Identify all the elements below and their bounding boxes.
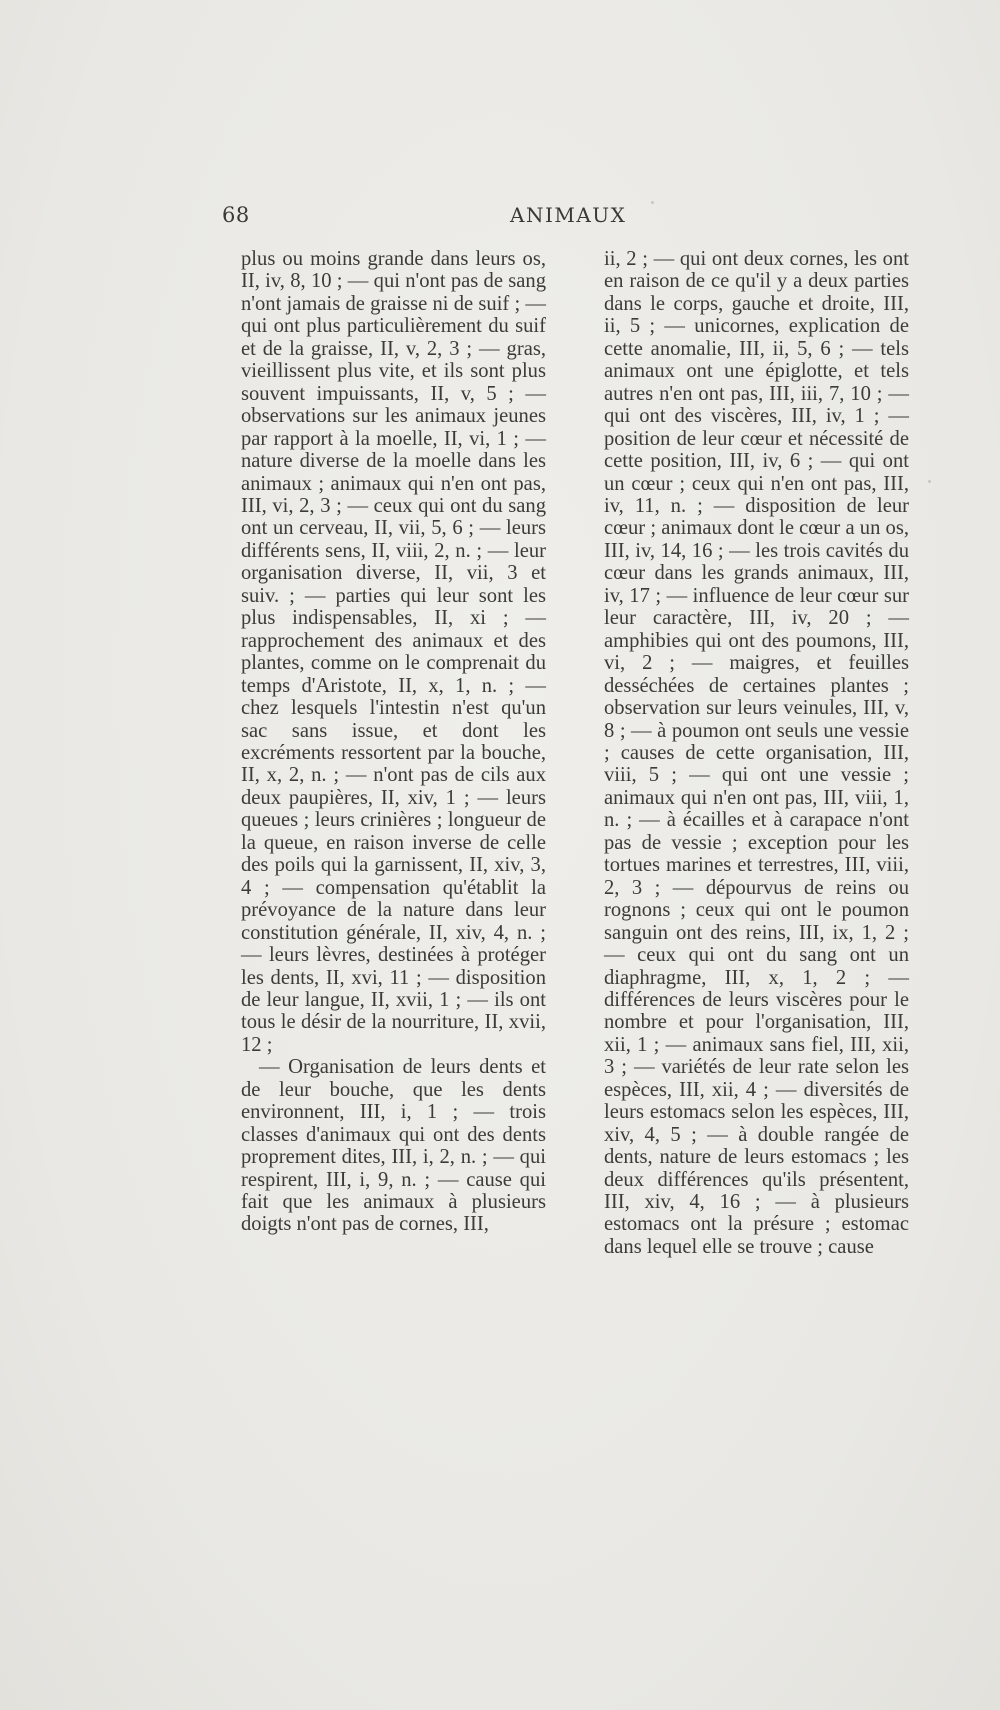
right-column [604, 248, 909, 1258]
right-paragraph-1: ii, 2 ; — qui ont deux cornes, les ont en raison de ce qu'il y a deux parties dans le corps, gauche et droite, III, ii, 5 ; — unicornes, explication de cette anomalie, III, ii, 5, 6 ; — tels animaux ont une épiglotte, et tels autres n'en ont pas, III, iii, 7, 10 ; — qui ont des viscères, III, iv, 1 ; — position de leur cœur et nécessité de cette position, III, iv, 6 ; — qui ont un cœur ; ceux qui n'en ont pas, III, iv, 11, n. ; — disposition de leur cœur ; animaux dont le cœur a un os, III, iv, 14, 16 ; — les trois cavités du cœur dans les grands animaux, III, iv, 17 ; — influence de leur cœur sur leur caractère, III, iv, 20 ; — amphibies qui ont des poumons, III, vi, 2 ; — maigres, et feuilles desséchées de certaines plantes ; observation sur leurs veinules, III, v, 8 ; — à poumon ont seuls une vessie ; causes de cette organisation, III, viii, 5 ; — qui ont une vessie ; animaux qui n'en ont pas, III, viii, 1, n. ; — à écailles et à carapace n'ont pas de vessie ; exception pour les tortues marines et terrestres, III, viii, 2, 3 ; — dépourvus de reins ou rognons ; ceux qui ont le poumon sanguin ont des reins, III, ix, 1, 2 ; — ceux qui ont du sang ont un diaphragme, III, x, 1, 2 ; — différences de leurs viscères pour le nombre et pour l'organisation, III, xii, 1 ; — animaux sans fiel, III, xii, 3 ; — variétés de leur rate selon les espèces, III, xii, 4 ; — diversités de leurs estomacs selon les espèces, III, xiv, 4, 5 ; — à double rangée de dents, nature de leurs estomacs ; les deux différences qu'ils présentent, III, xiv, 4, 16 ; — à plusieurs estomacs ont la présure ; estomac dans lequel elle se trouve ; cause [604, 248, 909, 1258]
left-paragraph-2: — Organisation de leurs dents et de leur bouche, que les dents environnent, III, i, 1 ; — trois classes d'animaux qui ont des dents proprement dites, III, i, 2, n. ; — qui respirent, III, i, 9, n. ; — cause qui fait que les animaux à plusieurs doigts n'ont pas de cornes, III, [241, 1056, 546, 1236]
paper-speck [928, 480, 931, 483]
left-column [241, 248, 546, 1236]
running-head: ANIMAUX [510, 203, 627, 227]
left-paragraph-1: plus ou moins grande dans leurs os, II, iv, 8, 10 ; — qui n'ont pas de sang n'ont jamais de graisse ni de suif ; — qui ont plus particulièrement du suif et de la graisse, II, v, 2, 3 ; — gras, vieillissent plus vite, et ils sont plus souvent impuissants, II, v, 5 ; — observations sur les animaux jeunes par rapport à la moelle, II, vi, 1 ; — nature diverse de la moelle dans les animaux ; animaux qui n'en ont pas, III, vi, 2, 3 ; — ceux qui ont du sang ont un cerveau, II, vii, 5, 6 ; — leurs différents sens, II, viii, 2, n. ; — leur organisation diverse, II, vii, 3 et suiv. ; — parties qui leur sont les plus indispensables, II, xi ; — rapprochement des animaux et des plantes, comme on le comprenait du temps d'Aristote, II, x, 1, n. ; — chez lesquels l'intestin n'est qu'un sac sans issue, et dont les excréments ressortent par la bouche, II, x, 2, n. ; — n'ont pas de cils aux deux paupières, II, xiv, 1 ; — leurs queues ; leurs crinières ; longueur de la queue, en raison inverse de celle des poils qui la garnissent, II, xiv, 3, 4 ; — compensation qu'établit la prévoyance de la nature dans leur constitution générale, II, xiv, 4, n. ; — leurs lèvres, destinées à protéger les dents, II, xvi, 11 ; — disposition de leur langue, II, xvii, 1 ; — ils ont tous le désir de la nourriture, II, xvii, 12 ; [241, 248, 546, 1056]
page-number: 68 [222, 203, 250, 227]
page-header [222, 203, 912, 233]
paper-speck [651, 201, 654, 204]
